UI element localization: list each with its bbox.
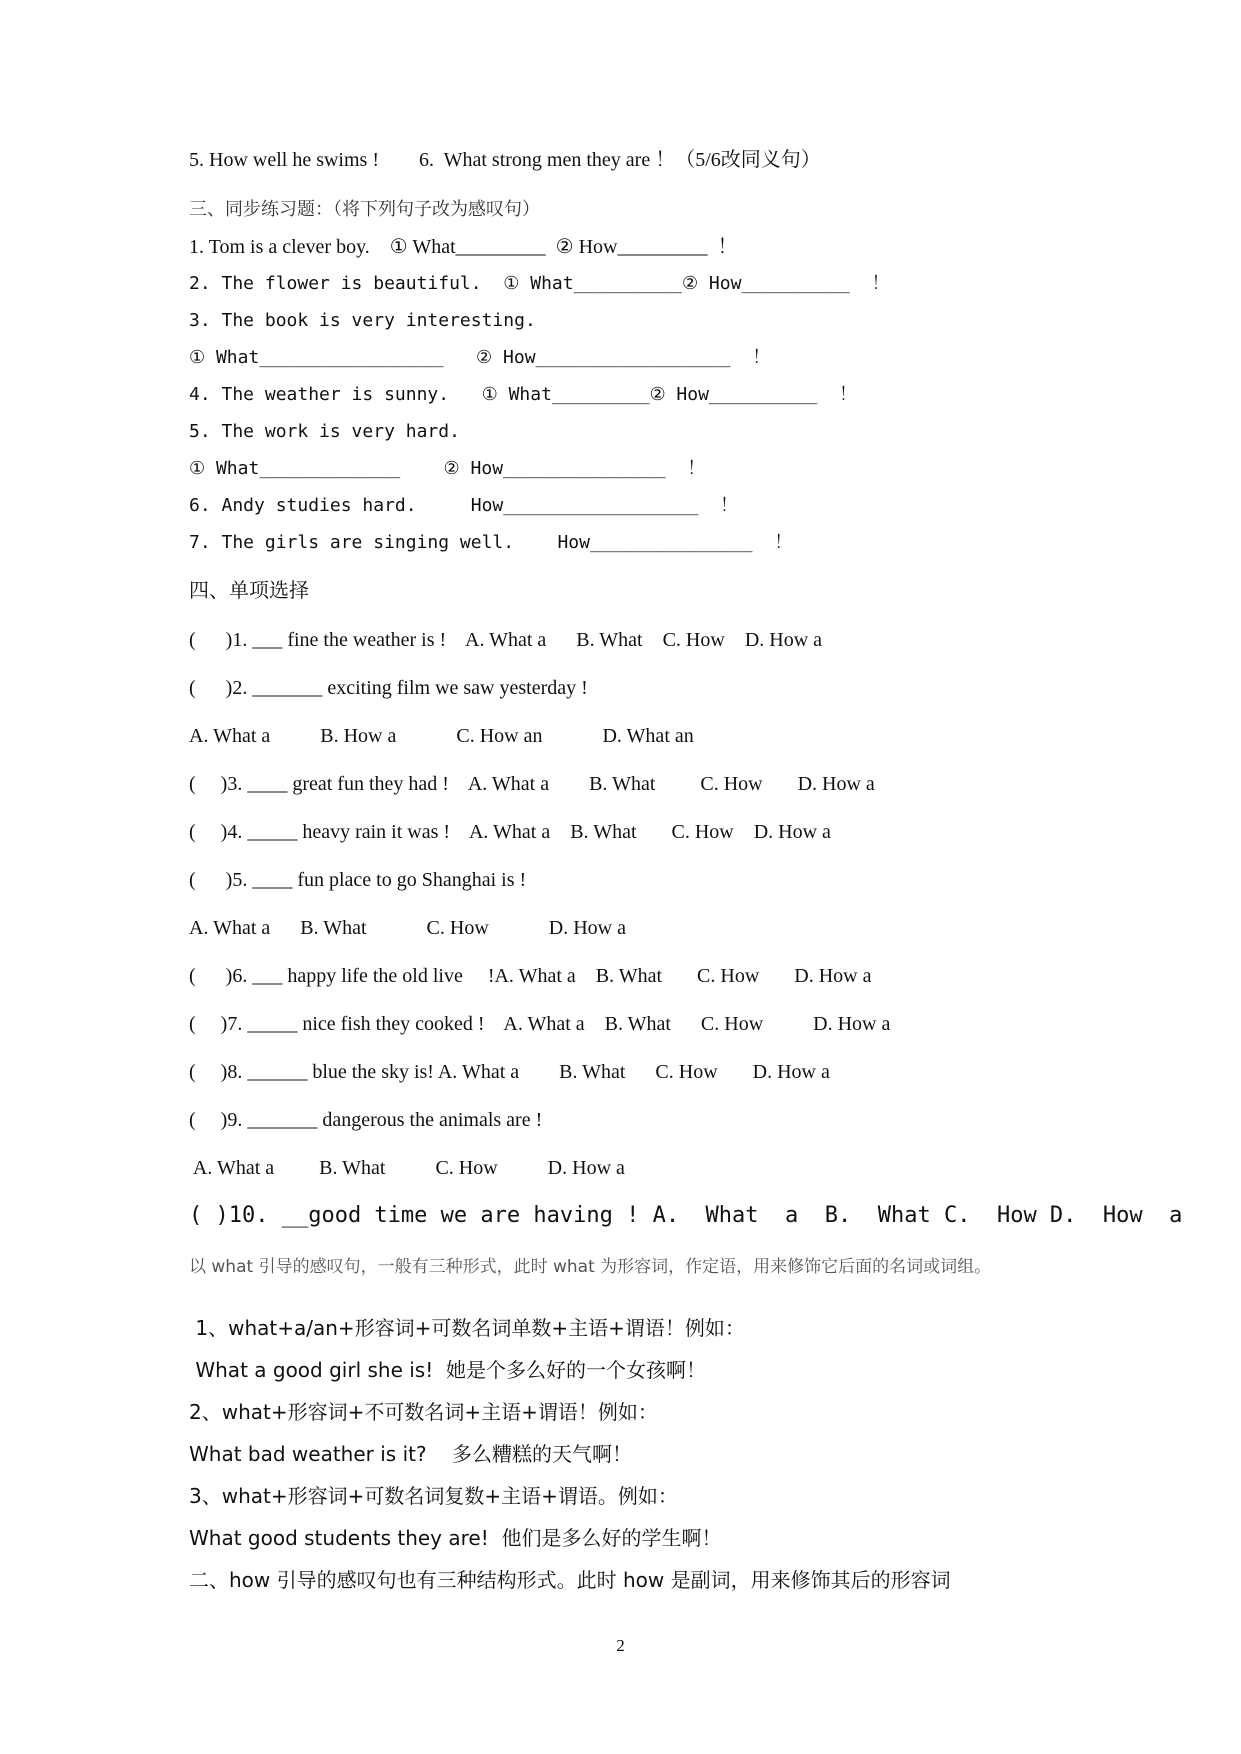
practice-line-5: 5. The work is very hard.	[189, 421, 460, 442]
practice-line-3-blanks: ① What_________________ ② How__________________ ！	[189, 347, 771, 368]
choice-question-3: ( )3. ____ great fun they had ! A. What a B. What C. How D. How a	[189, 773, 875, 795]
choice-question-9: ( )9. _______ dangerous the animals are !	[189, 1109, 543, 1131]
how-exclamation-heading: 二、how 引导的感叹句也有三种结构形式。此时 how 是副词，用来修饰其后的形容词	[189, 1568, 951, 1592]
practice-line-2: 2. The flower is beautiful. ① What__________② How__________ ！	[189, 273, 890, 294]
what-exclamation-note: 以 what 引导的感叹句，一般有三种形式，此时 what 为形容词，作定语，用来修饰它后面的名词或词组。	[189, 1257, 992, 1277]
choice-question-2: ( )2. _______ exciting film we saw yesterday !	[189, 677, 588, 699]
choice-question-9-options: A. What a B. What C. How D. How a	[189, 1157, 625, 1179]
practice-line-5-blanks: ① What_____________ ② How_______________ ！	[189, 458, 706, 479]
practice-line-4: 4. The weather is sunny. ① What_________② How__________ ！	[189, 384, 857, 405]
choice-question-2-options: A. What a B. How a C. How an D. What an	[189, 725, 694, 747]
rule-one-example: What a good girl she is! 她是个多么好的一个女孩啊！	[189, 1358, 706, 1382]
choice-question-8: ( )8. ______ blue the sky is! A. What a B. What C. How D. How a	[189, 1061, 830, 1083]
section-three-heading: 三、同步练习题：（将下列句子改为感叹句）	[189, 199, 540, 220]
rule-three: 3、what+形容词+可数名词复数+主语+谓语。例如：	[189, 1484, 678, 1508]
section-four-heading: 四、单项选择	[189, 578, 309, 602]
choice-question-10: ( )10. __good time we are having ! A. What a B. What C. How D. How a	[189, 1203, 1183, 1228]
choice-question-5: ( )5. ____ fun place to go Shanghai is !	[189, 869, 527, 891]
choice-question-1: ( )1. ___ fine the weather is ! A. What a B. What C. How D. How a	[189, 629, 823, 651]
exercise-line-5-6: 5. How well he swims ! 6. What strong men they are ！（5/6改同义句）	[189, 149, 821, 171]
choice-question-6: ( )6. ___ happy life the old live !A. What a B. What C. How D. How a	[189, 965, 872, 987]
page-number: 2	[616, 1636, 625, 1655]
choice-question-4: ( )4. _____ heavy rain it was ! A. What a B. What C. How D. How a	[189, 821, 831, 843]
rule-three-example: What good students they are! 他们是多么好的学生啊！	[189, 1526, 722, 1550]
rule-two-example: What bad weather is it? 多么糟糕的天气啊！	[189, 1442, 633, 1466]
practice-line-1: 1. Tom is a clever boy. ① What_________ ② How_________ ！	[189, 236, 738, 258]
rule-one: 1、what+a/an+形容词+可数名词单数+主语+谓语！例如：	[189, 1316, 745, 1340]
practice-line-6: 6. Andy studies hard. How__________________ ！	[189, 495, 739, 516]
practice-line-7: 7. The girls are singing well. How_______________ ！	[189, 532, 793, 553]
choice-question-7: ( )7. _____ nice fish they cooked ! A. What a B. What C. How D. How a	[189, 1013, 891, 1035]
choice-question-5-options: A. What a B. What C. How D. How a	[189, 917, 626, 939]
rule-two: 2、what+形容词+不可数名词+主语+谓语！例如：	[189, 1400, 658, 1424]
practice-line-3: 3. The book is very interesting.	[189, 310, 536, 331]
